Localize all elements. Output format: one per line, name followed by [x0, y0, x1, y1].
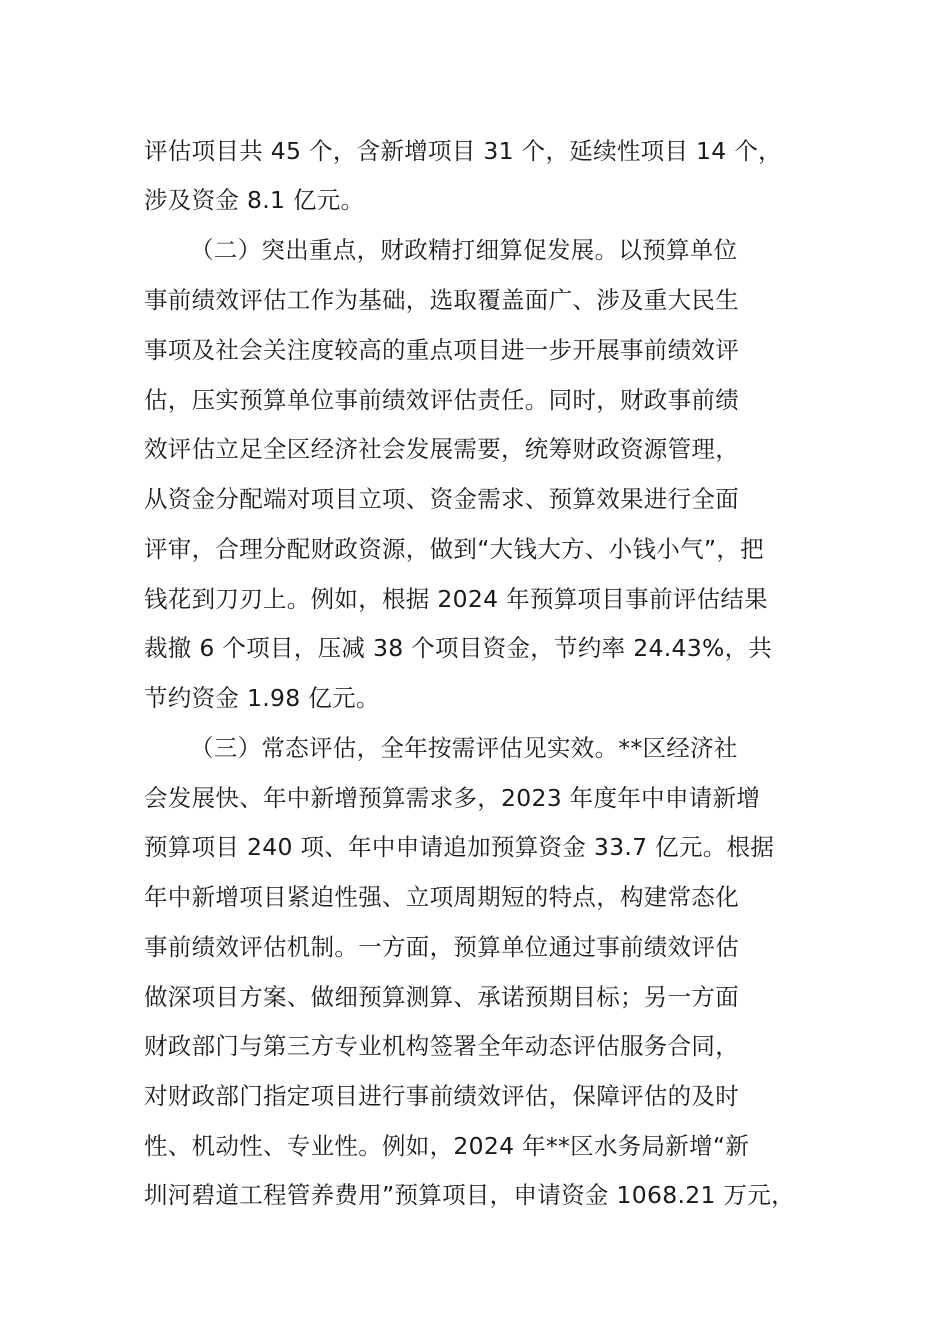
text-line: 评估项目共 45 个，含新增项目 31 个，延续性项目 14 个，: [144, 137, 782, 165]
text-line: 做深项目方案、做细预算测算、承诺预期目标；另一方面: [144, 983, 739, 1011]
text-line: 钱花到刀刃上。例如，根据 2024 年预算项目事前评估结果: [144, 585, 768, 613]
text-line: 圳河碧道工程管养费用”预算项目，申请资金 1068.21 万元，: [144, 1181, 795, 1209]
section-heading-line: （三）常态评估，全年按需评估见实效。**区经济社: [190, 734, 738, 762]
text-line: 事项及社会关注度较高的重点项目进一步开展事前绩效评: [144, 336, 739, 364]
text-line: 事前绩效评估工作为基础，选取覆盖面广、涉及重大民生: [144, 286, 739, 314]
text-line: 年中新增项目紧迫性强、立项周期短的特点，构建常态化: [144, 883, 739, 911]
text-line: 对财政部门指定项目进行事前绩效评估，保障评估的及时: [144, 1082, 739, 1110]
text-line: 事前绩效评估机制。一方面，预算单位通过事前绩效评估: [144, 933, 739, 961]
text-line: 估，压实预算单位事前绩效评估责任。同时，财政事前绩: [144, 386, 739, 414]
text-line: 预算项目 240 项、年中申请追加预算资金 33.7 亿元。根据: [144, 833, 775, 861]
text-line: 评审，合理分配财政资源，做到“大钱大方、小钱小气”，把: [144, 535, 764, 563]
text-line: 效评估立足全区经济社会发展需要，统筹财政资源管理，: [144, 435, 739, 463]
text-line: 涉及资金 8.1 亿元。: [144, 186, 365, 214]
text-line: 财政部门与第三方专业机构签署全年动态评估服务合同，: [144, 1032, 739, 1060]
text-line: 性、机动性、专业性。例如，2024 年**区水务局新增“新: [144, 1132, 750, 1160]
text-line: 裁撤 6 个项目，压减 38 个项目资金，节约率 24.43%，共: [144, 634, 773, 662]
section-heading-line: （二）突出重点，财政精打细算促发展。以预算单位: [190, 236, 738, 264]
text-line: 会发展快、年中新增预算需求多，2023 年度年中申请新增: [144, 784, 761, 812]
text-line: 从资金分配端对项目立项、资金需求、预算效果进行全面: [144, 485, 739, 513]
text-line: 节约资金 1.98 亿元。: [144, 684, 380, 712]
